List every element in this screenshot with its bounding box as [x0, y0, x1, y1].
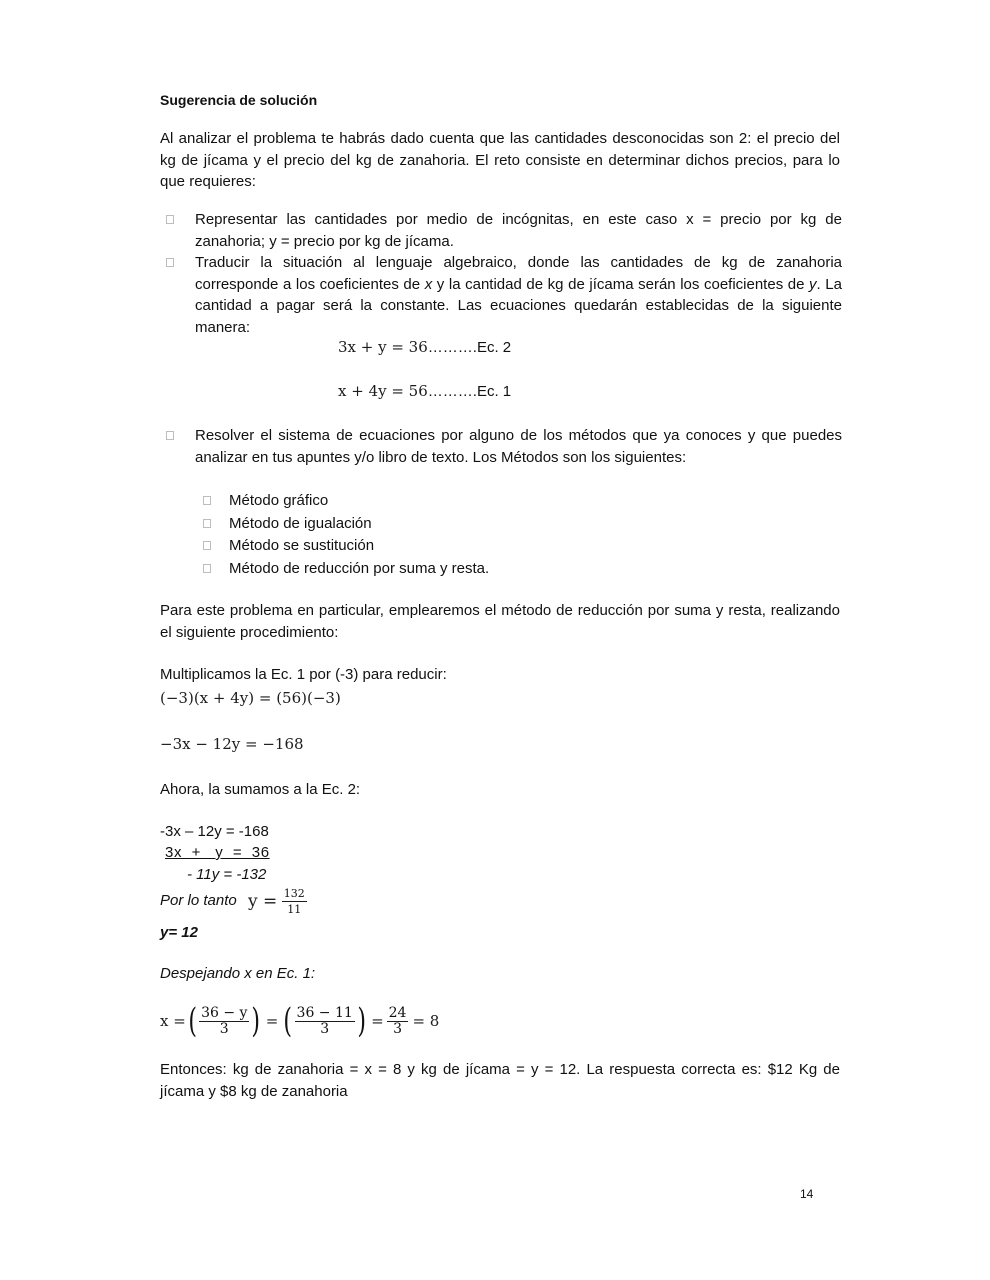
fraction-2 — [295, 1006, 355, 1037]
equals-sign: = — [265, 1012, 279, 1030]
bullet-icon — [203, 519, 211, 528]
equation-1-label: ……….Ec. 1 — [427, 383, 512, 400]
despejando-text: Despejando x en Ec. 1: — [160, 965, 316, 982]
bullet-represent: Representar las cantidades por medio de incógnitas, en este caso x = precio por kg de zanahoria; y = precio por kg de jícama. — [195, 211, 842, 250]
left-paren: ( — [188, 1001, 197, 1041]
method-item: Método de igualación — [229, 515, 372, 532]
sum-row-2: 3x + y = 36 — [165, 844, 270, 861]
intro-paragraph: Al analizar el problema te habrás dado cuenta que las cantidades desconocidas son 2: el precio del kg de jícama y el precio del kg de zanahoria. El reto consiste en determinar dichos precios, para lo que requieres: — [160, 130, 840, 190]
por-lo-tanto: Por lo tanto — [160, 892, 237, 909]
fraction-3-numerator: 24 — [388, 1004, 407, 1021]
bullet-translate-text-b: y la cantidad de kg de jícama serán los coeficientes de — [432, 275, 810, 293]
equals-sign: = — [371, 1012, 384, 1030]
y-fraction-numerator: 132 — [283, 887, 305, 900]
var-x: x — [424, 275, 433, 293]
bullet-translate-text-c: . La cantidad a pagar será la constante. Las ecuaciones quedarán establecidas de la siguiente manera: — [195, 275, 842, 336]
bullet-icon — [203, 541, 211, 550]
fraction-1-numerator: 36 − y — [201, 1004, 248, 1021]
equation-1-row — [338, 382, 511, 401]
bullet-icon — [166, 215, 174, 224]
fraction-2-numerator: 36 − 11 — [296, 1004, 353, 1021]
bullet-icon — [166, 431, 174, 440]
fraction-1-denominator: 3 — [219, 1020, 229, 1037]
y-fraction-denominator: 11 — [287, 903, 302, 916]
conclusion-paragraph: Entonces: kg de zanahoria = x = 8 y kg de jícama = y = 12. La respuesta correcta es: $12 Kg de jícama y $8 kg de zanahoria — [160, 1061, 840, 1100]
page-number: 14 — [800, 1187, 814, 1201]
bullet-translate-text-a: Traducir la situación al lenguaje algebraico, donde las cantidades de kg de zanahoria corresponde a los coeficientes de — [195, 254, 842, 293]
method-item: Método de reducción por suma y resta. — [229, 560, 490, 577]
var-y: y — [809, 275, 817, 293]
x-solution-lhs: x = — [160, 1012, 186, 1030]
bullet-icon — [203, 496, 211, 505]
bullet-icon — [166, 258, 174, 267]
fraction-1 — [199, 1006, 249, 1037]
x-solution-result: = 8 — [412, 1012, 440, 1030]
equation-2: 3x + y = 36 — [338, 338, 428, 356]
y-fraction-equation — [248, 886, 307, 917]
sum-row-1: -3x – 12y = -168 — [160, 823, 269, 840]
method-item: Método gráfico — [229, 492, 329, 509]
sum-row-3: - 11y = -132 — [187, 866, 267, 883]
bullet-resolve: Resolver el sistema de ecuaciones por alguno de los métodos que ya conoces y que puedes analizar en tus apuntes y/o libro de texto. Los Métodos son los siguientes: — [195, 427, 842, 466]
fraction-3-denominator: 3 — [393, 1020, 403, 1037]
x-solution-equation — [160, 999, 439, 1043]
multiply-equation: (−3)(x + 4y) = (56)(−3) — [160, 689, 341, 707]
y-fraction — [282, 886, 307, 917]
method-paragraph: Para este problema en particular, emplearemos el método de reducción por suma y resta, realizando el siguiente procedimiento: — [160, 602, 840, 641]
y-result: y= 12 — [160, 924, 198, 941]
equation-1: x + 4y = 56 — [338, 382, 428, 400]
section-heading: Sugerencia de solución — [160, 92, 318, 108]
right-paren: ) — [357, 1001, 366, 1041]
multiply-text: Multiplicamos la Ec. 1 por (-3) para reducir: — [160, 666, 447, 683]
equation-2-label: ……….Ec. 2 — [427, 339, 512, 356]
sum-text: Ahora, la sumamos a la Ec. 2: — [160, 781, 361, 798]
left-paren: ( — [283, 1001, 293, 1041]
bullet-translate — [195, 252, 842, 338]
bullet-icon — [203, 564, 211, 573]
fraction-3 — [387, 1006, 409, 1037]
fraction-2-denominator: 3 — [320, 1020, 330, 1037]
equation-2-row — [338, 338, 511, 357]
y-fraction-lhs: y = — [248, 891, 278, 912]
right-paren: ) — [251, 1001, 261, 1041]
result-equation: −3x − 12y = −168 — [160, 735, 304, 753]
method-item: Método se sustitución — [229, 537, 375, 554]
